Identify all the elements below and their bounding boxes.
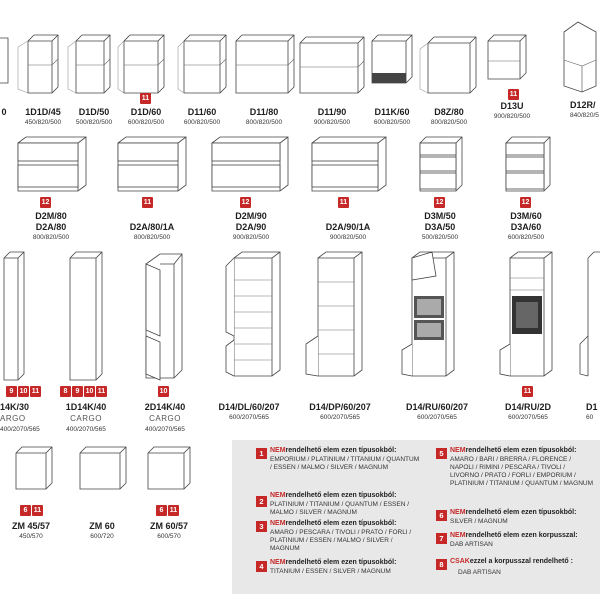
restriction-badge: 11: [97, 388, 106, 395]
restriction-badge: 11: [143, 199, 152, 206]
cabinet-code: D13U: [500, 101, 524, 111]
cabinet-drawing: [14, 33, 72, 95]
cabinet-drawing: [392, 250, 482, 380]
cabinet-D11-90: [296, 33, 368, 128]
restriction-badge: 12: [435, 199, 444, 206]
cabinet-code: D11K/60: [374, 107, 410, 117]
restriction-badge: 10: [159, 388, 168, 395]
cabinet-dims: 600/570: [157, 533, 181, 540]
cabinet-drawing: [488, 250, 568, 380]
restriction-badge: 11: [141, 95, 150, 102]
cabinet-dims: 600/2070/565: [229, 414, 269, 421]
cabinet-D14-DL-60-207: [204, 250, 294, 440]
cabinet-subtitle: ARGO: [0, 414, 26, 423]
cabinet-drawing: [206, 135, 296, 195]
cabinet-ZM-45-57: [2, 445, 60, 545]
cabinet-code: D1D/50: [78, 107, 110, 117]
cabinet-code: D14/DP/60/207: [309, 402, 371, 412]
restriction-badge: 12: [241, 199, 250, 206]
restriction-badge: 8: [60, 386, 71, 397]
legend-body: TITANIUM / ESSEN / SILVER / MAGNUM: [270, 568, 391, 575]
cabinet-subtitle: CARGO: [70, 414, 102, 423]
restriction-badge: 10: [85, 388, 94, 395]
cabinet-drawing: [70, 445, 134, 495]
cabinet-code: D3M/50: [424, 211, 456, 221]
cabinet-dims: 900/820/500: [329, 234, 367, 241]
legend-number: 6: [436, 510, 447, 521]
cabinet-dims: 900/820/500: [232, 234, 270, 241]
cabinet-dims: 600/2070/565: [508, 414, 548, 421]
legend-title: NEMrendelhető elem ezen típusokból:: [450, 509, 577, 516]
cabinet-code: 14K/30: [0, 402, 30, 412]
cabinet-D14-RU-60-207: [392, 250, 482, 440]
cabinet-code-alt: D3A/60: [510, 222, 542, 232]
cabinet-drawing: [116, 33, 176, 95]
restriction-badge: 11: [169, 507, 178, 514]
cabinet-D2A-80-1A: [112, 135, 192, 247]
cabinet-D11K-60: [366, 33, 418, 128]
cabinet-code: D14/RU/60/207: [405, 402, 469, 412]
cabinet-D1D-60: [116, 33, 176, 128]
cabinet-code: 0: [1, 107, 7, 117]
cabinet-D2M-80: [10, 135, 92, 247]
restriction-badge: 9: [6, 386, 17, 397]
cabinet-code: D8Z/80: [434, 107, 464, 117]
cabinet-dims: 450/570: [19, 533, 43, 540]
legend-title: CSAKezzel a korpusszal rendelhető :: [450, 558, 573, 565]
cabinet-code: D3M/60: [510, 211, 542, 221]
legend-number: 8: [436, 559, 447, 570]
cabinet-drawing: [138, 445, 200, 495]
cabinet-drawing: [112, 135, 192, 195]
cabinet-code: ZM 60: [89, 521, 115, 531]
cabinet-code: 1D1D/45: [25, 107, 61, 117]
restriction-badge: 11: [33, 507, 42, 514]
cabinet-code: D2M/90: [235, 211, 267, 221]
cabinet-code: D12R/: [570, 100, 596, 110]
restriction-badge: 6: [20, 505, 31, 516]
legend-title: NEMrendelhető elem ezen típusokból:: [450, 447, 577, 454]
restriction-badge: 11: [523, 388, 532, 395]
cabinet-D13U: [484, 33, 540, 128]
cabinet-14K-30: [0, 250, 44, 440]
cabinet-drawing: [2, 445, 60, 495]
cabinet-code: D14/RU/2D: [504, 402, 551, 412]
cabinet-drawing: [0, 250, 44, 380]
cabinet-code: D2A/90/1A: [325, 222, 371, 232]
restriction-badge: 9: [72, 386, 83, 397]
legend-title: NEMrendelhető elem ezen típusokból:: [270, 492, 397, 499]
cabinet-drawing: [204, 250, 294, 380]
legend-number: 7: [436, 533, 447, 544]
cabinet-code: D11/60: [187, 107, 217, 117]
legend-title: NEMrendelhető elem ezen korpusszal:: [450, 532, 578, 539]
cabinet-drawing: [418, 33, 480, 95]
legend-body: SILVER / MAGNUM: [450, 518, 508, 525]
cabinet-drawing: [412, 135, 468, 195]
cabinet-drawing: [306, 135, 390, 195]
cabinet-2D14K-40: [132, 250, 198, 440]
cabinet-subtitle: CARGO: [149, 414, 181, 423]
legend-title: NEMrendelhető elem ezen típusokból:: [270, 559, 397, 566]
cabinet-code: D1D/60: [130, 107, 162, 117]
cabinet-D2M-90: [206, 135, 296, 247]
cabinet-drawing: [496, 135, 556, 195]
cabinet-drawing: [232, 33, 296, 95]
cabinet-D12R: [556, 20, 600, 130]
cabinet-dims: 600/820/500: [507, 234, 545, 241]
cabinet-code-alt: D2A/90: [235, 222, 267, 232]
cabinet-D14-RU-2D: [488, 250, 568, 440]
cabinet-1D1D-45: [14, 33, 72, 128]
cabinet-drawing: [556, 20, 600, 92]
legend-body: PLATINIUM / TITANIUM / QUANTUM / ESSEN / MALMO / SILVER / MAGNUM: [270, 501, 410, 516]
cabinet-dims: 900/820/500: [493, 113, 531, 120]
cabinet-ZM-60-57: [138, 445, 200, 545]
cabinet-dims: 500/820/500: [421, 234, 459, 241]
cabinet-D1D-50: [66, 33, 122, 128]
cabinet-drawing: [366, 33, 418, 95]
legend-number: 2: [256, 496, 267, 507]
cabinet-code: ZM 60/57: [149, 521, 189, 531]
cabinet-dims: 60: [586, 414, 594, 421]
cabinet-code: D11/80: [249, 107, 279, 117]
cabinet-dims: 400/2070/565: [145, 426, 185, 433]
cabinet-code: D14/DL/60/207: [218, 402, 280, 412]
legend-body: AMARO / BARI / BRERRA / FLORENCE / NAPOLI / RIMINI / PESCARA / TIVOLI / LIVORNO / PRATO / FORLI / EMPORIUM / PLATINIUM / TITANIUM / QUANTUM / MAGNUM: [450, 456, 593, 487]
cabinet-dims: 400/2070/565: [66, 426, 106, 433]
cabinet-code: D1: [586, 402, 598, 412]
cabinet-D2A-90-1A: [306, 135, 390, 247]
cabinet-dims: 400/2070/565: [0, 426, 40, 433]
cabinet-code: 1D14K/40: [65, 402, 107, 412]
cabinet-dims: 800/820/500: [245, 119, 283, 126]
cabinet-dims: 800/820/500: [32, 234, 70, 241]
cabinet-code: 2D14K/40: [144, 402, 186, 412]
cabinet-dims: 600/2070/565: [417, 414, 457, 421]
legend-number: 5: [436, 448, 447, 459]
legend-number: 4: [256, 561, 267, 572]
cabinet-code: D2A/80/1A: [129, 222, 175, 232]
cabinet-D1-partial: [580, 250, 600, 440]
restriction-badge: 11: [31, 388, 40, 395]
cabinet-code: D11/90: [317, 107, 347, 117]
restriction-badge: 12: [41, 199, 50, 206]
restriction-badge: 12: [521, 199, 530, 206]
cabinet-code: D2M/80: [35, 211, 67, 221]
cabinet-dims: 500/820/500: [75, 119, 113, 126]
restriction-badge: 10: [19, 388, 28, 395]
legend-body: AMARO / PESCARA / TIVOLI / PRATO / FORLI / PLATINIUM / ESSEN / MALMO / SILVER / MAGNUM: [270, 529, 412, 552]
cabinet-dims: 840/820/5: [570, 112, 599, 119]
cabinet-drawing: [56, 250, 116, 380]
cabinet-dims: 600/820/500: [183, 119, 221, 126]
legend-body: DAB ARTISAN: [458, 569, 501, 576]
cabinet-drawing: [172, 33, 232, 95]
cabinet-dims: 800/820/500: [133, 234, 171, 241]
cabinet-D14-DP-60-207: [296, 250, 384, 440]
cabinet-ZM-60: [70, 445, 134, 545]
cabinet-D11-80: [232, 33, 296, 128]
cabinet-drawing: [10, 135, 92, 195]
cabinet-D8Z-80: [418, 33, 480, 128]
cabinet-dims: 800/820/500: [430, 119, 468, 126]
cabinet-dims: 600/2070/565: [320, 414, 360, 421]
cabinet-D3M-50: [412, 135, 468, 247]
restriction-badge: 11: [509, 91, 518, 98]
cabinet-dims: 600/820/500: [373, 119, 411, 126]
cabinet-drawing: [296, 33, 368, 95]
legend-body: DAB ARTISAN: [450, 541, 493, 548]
cabinet-1D14K-40: [56, 250, 116, 440]
cabinet-dims: 600/820/500: [127, 119, 165, 126]
restrictions-legend: [232, 440, 600, 594]
restriction-badge: 6: [156, 505, 167, 516]
legend-number: 3: [256, 521, 267, 532]
cabinet-dims: 600/720: [90, 533, 114, 540]
cabinet-D3M-60: [496, 135, 556, 247]
cabinet-code-alt: D2A/80: [35, 222, 67, 232]
cabinet-dims: 900/820/500: [313, 119, 351, 126]
cabinet-dims: 450/820/500: [24, 119, 62, 126]
legend-title: NEMrendelhető elem ezen típusokból:: [270, 520, 397, 527]
cabinet-drawing: [132, 250, 198, 380]
legend-title: NEMrendelhető elem ezen típusokból:: [270, 447, 397, 454]
cabinet-drawing: [580, 250, 600, 380]
cabinet-drawing: [66, 33, 122, 95]
legend-body: EMPORIUM / PLATINIUM / TITANIUM / QUANTUM / ESSEN / MALMO / SILVER / MAGNUM: [270, 456, 420, 471]
cabinet-drawing: [296, 250, 384, 380]
cabinet-drawing: [484, 33, 540, 95]
legend-number: 1: [256, 448, 267, 459]
cabinet-code-alt: D3A/50: [424, 222, 456, 232]
cabinet-code: ZM 45/57: [11, 521, 51, 531]
restriction-badge: 11: [339, 199, 348, 206]
cabinet-D11-60: [172, 33, 232, 128]
